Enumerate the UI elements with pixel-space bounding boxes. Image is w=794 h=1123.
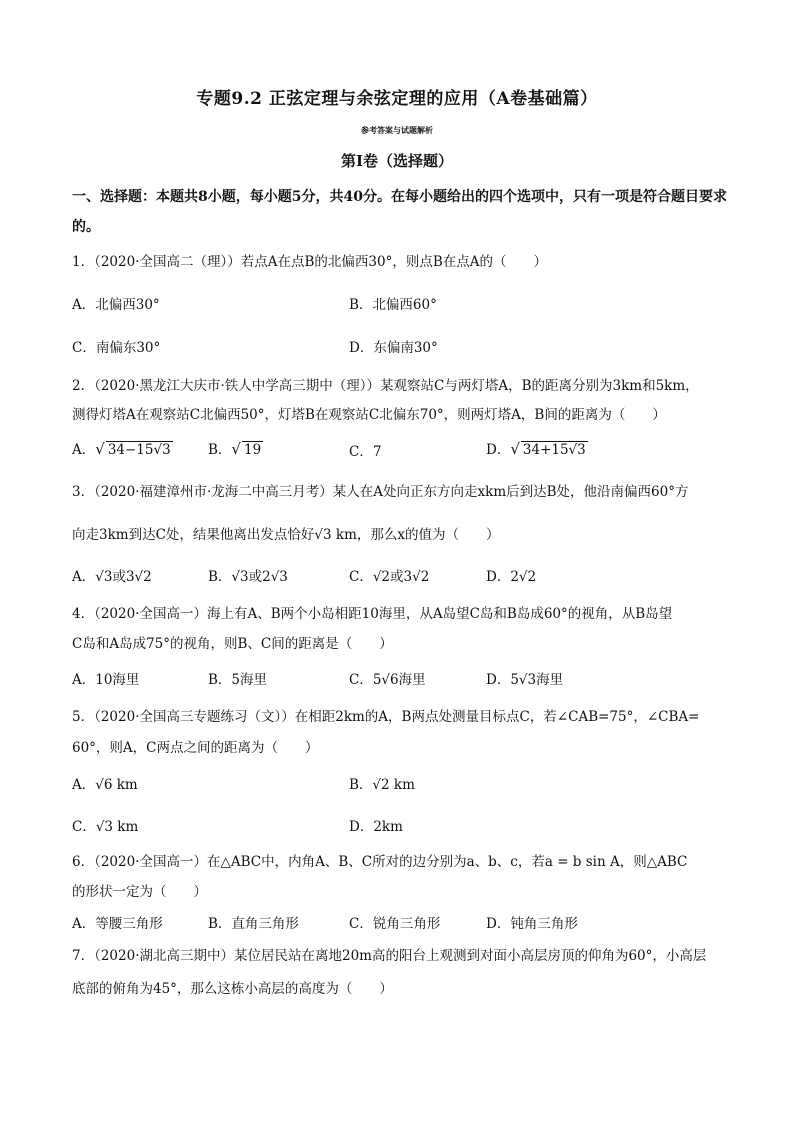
q5-option-b: B．√2 km <box>349 777 415 793</box>
q5-option-d: D．2km <box>349 819 403 835</box>
q2-option-d-radicand: 34+15√3 <box>522 442 586 458</box>
question-7-stem-line2: 底部的俯角为45°，那么这栋小高层的高度为（ ） <box>72 981 393 997</box>
q6-option-c: C．锐角三角形 <box>349 916 441 932</box>
question-2-stem-line2: 测得灯塔A在观察站C北偏西50°，灯塔B在观察站C北偏东70°，则两灯塔A，B间的距离为（ ） <box>72 407 666 423</box>
q2-option-d: D．√ 34+15√3 <box>486 440 586 458</box>
document-title: 专题9.2 正弦定理与余弦定理的应用（A卷基础篇） <box>196 89 598 109</box>
question-3-stem-line1: 3．（2020·福建漳州市·龙海二中高三月考）某人在A处向正东方向走xkm后到达B处，他沿南偏西60°方 <box>72 484 689 500</box>
q4-option-c: C．5√6海里 <box>349 672 426 688</box>
q1-option-c: C．南偏东30° <box>72 340 161 356</box>
q5-option-a: A．√6 km <box>72 777 138 793</box>
q2-option-a: A．√ 34−15√3 <box>72 440 171 458</box>
q2-option-a-radicand: 34−15√3 <box>107 442 171 458</box>
question-7-stem-line1: 7．（2020·湖北高三期中）某位居民站在离地20m高的阳台上观测到对面小高层房顶的仰角为60°，小高层 <box>72 948 707 964</box>
question-5-stem-line1: 5．（2020·全国高三专题练习（文））在相距2km的A，B两点处测量目标点C，若∠CAB=75°，∠CBA= <box>72 709 700 725</box>
q2-option-c: C．7 <box>349 444 382 460</box>
q2-option-b-label: B． <box>208 442 232 458</box>
question-4-stem-line2: C岛和A岛成75°的视角，则B、C间的距离是（ ） <box>72 636 393 652</box>
q3-option-a: A．√3或3√2 <box>72 569 152 585</box>
q2-option-b: B．√ 19 <box>208 440 262 458</box>
q5-option-c: C．√3 km <box>72 819 139 835</box>
question-5-stem-line2: 60°，则A，C两点之间的距离为（ ） <box>72 740 319 756</box>
q1-option-b: B．北偏西60° <box>349 297 437 313</box>
q4-option-a: A．10海里 <box>72 672 140 688</box>
question-4-stem-line1: 4．（2020·全国高一）海上有A、B两个小岛相距10海里，从A岛望C岛和B岛成60°的视角，从B岛望 <box>72 606 673 622</box>
question-2-stem-line1: 2．（2020·黑龙江大庆市·铁人中学高三期中（理））某观察站C与两灯塔A，B的距离分别为3km和5km， <box>72 378 699 394</box>
q1-option-d: D．东偏南30° <box>349 340 438 356</box>
q6-option-d: D．钝角三角形 <box>486 916 578 932</box>
q1-option-a: A．北偏西30° <box>72 297 160 313</box>
question-6-stem-line2: 的形状一定为（ ） <box>72 884 207 900</box>
document-subtitle: 参考答案与试题解析 <box>361 125 433 135</box>
volume-heading: 第Ⅰ卷（选择题） <box>340 152 454 170</box>
q4-option-b: B．5海里 <box>208 672 268 688</box>
q6-option-a: A．等腰三角形 <box>72 916 163 932</box>
q6-option-b: B．直角三角形 <box>208 916 299 932</box>
question-6-stem-line1: 6．（2020·全国高一）在△ABC中，内角A、B、C所对的边分别为a、b、c，若a = b sin A，则△ABC <box>72 854 688 870</box>
q3-option-b: B．√3或2√3 <box>208 569 288 585</box>
q2-option-b-radicand: 19 <box>243 442 262 458</box>
question-3-stem-line2: 向走3km到达C处，结果他离出发点恰好√3 km，那么x的值为（ ） <box>72 527 500 543</box>
q2-option-d-label: D． <box>486 442 511 458</box>
question-1-stem: 1．（2020·全国高二（理））若点A在点B的北偏西30°，则点B在点A的（ ） <box>72 254 548 270</box>
q3-option-d: D．2√2 <box>486 569 537 585</box>
q4-option-d: D．5√3海里 <box>486 672 564 688</box>
q3-option-c: C．√2或3√2 <box>349 569 430 585</box>
section-instruction: 一、选择题：本题共8小题，每小题5分，共40分。在每小题给出的四个选项中，只有一项是符合题目要求的。 <box>72 189 727 235</box>
q2-option-a-label: A． <box>72 442 96 458</box>
